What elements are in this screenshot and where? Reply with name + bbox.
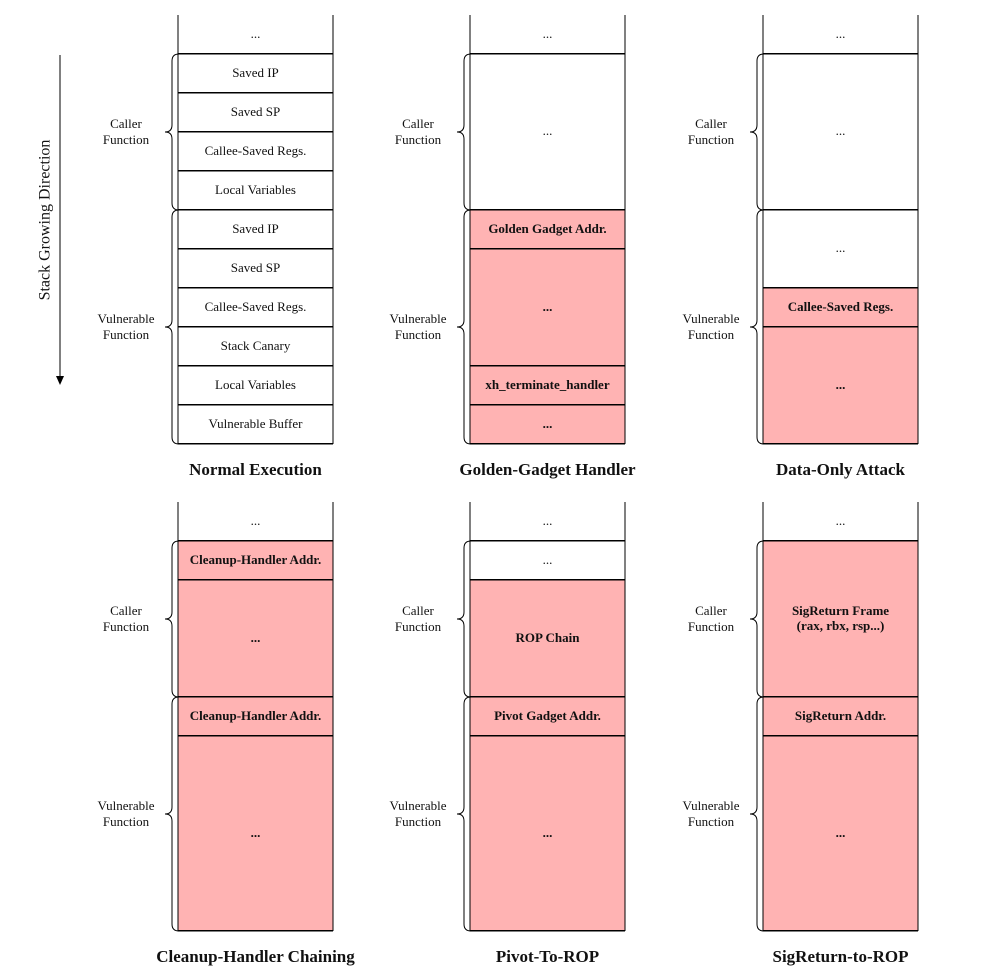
stack-cell: ... <box>763 736 918 931</box>
brace <box>165 697 179 931</box>
stack-cell: ... <box>470 736 625 931</box>
stack-cell: ... <box>763 210 918 288</box>
stack-cell: SigReturn Addr. <box>763 697 918 736</box>
caller-function-label: Caller Function <box>102 603 150 634</box>
stack-cell: Cleanup-Handler Addr. <box>178 541 333 580</box>
stack-cell: xh_terminate_handler <box>470 366 625 405</box>
stack-cell: Cleanup-Handler Addr. <box>178 697 333 736</box>
stack-cell: Stack Canary <box>178 327 333 366</box>
stack-cell: Callee-Saved Regs. <box>763 288 918 327</box>
stack-cell: Callee-Saved Regs. <box>178 288 333 327</box>
brace <box>457 210 471 444</box>
brace <box>457 54 471 210</box>
panel-title: Data-Only Attack <box>776 460 905 479</box>
brace <box>165 541 179 697</box>
stack-cell: Vulnerable Buffer <box>178 405 333 444</box>
caller-function-label: Caller Function <box>394 116 442 147</box>
stack-cell: SigReturn Frame (rax, rbx, rsp...) <box>763 541 918 697</box>
panel-title: Pivot-To-ROP <box>495 947 600 966</box>
brace <box>165 54 179 210</box>
stack-cell: ... <box>763 15 918 54</box>
stack-cell: Callee-Saved Regs. <box>178 132 333 171</box>
stack-cell: Golden Gadget Addr. <box>470 210 625 249</box>
caller-function-label: Caller Function <box>102 116 150 147</box>
stack-cell: ... <box>470 54 625 210</box>
brace <box>165 210 179 444</box>
panel-title: Cleanup-Handler Chaining <box>156 947 355 966</box>
brace <box>750 541 764 697</box>
panel-title: Golden-Gadget Handler <box>459 460 636 479</box>
vulnerable-function-label: Vulnerable Function <box>97 311 155 342</box>
stack-cell: ... <box>470 249 625 366</box>
panel-title: SigReturn-to-ROP <box>772 947 909 966</box>
stack-cell: Saved SP <box>178 93 333 132</box>
stack-cell: Saved IP <box>178 210 333 249</box>
stack-cell: ... <box>470 15 625 54</box>
brace <box>457 541 471 697</box>
caller-function-label: Caller Function <box>394 603 442 634</box>
stack-cell: Saved IP <box>178 54 333 93</box>
vulnerable-function-label: Vulnerable Function <box>682 798 740 829</box>
arrow-down-icon <box>56 376 64 385</box>
brace <box>750 54 764 210</box>
stack-cell: ... <box>763 327 918 444</box>
stack-direction-label: Stack Growing Direction <box>35 139 53 301</box>
stack-cell: Pivot Gadget Addr. <box>470 697 625 736</box>
panel-title: Normal Execution <box>189 460 322 479</box>
stack-cell: ... <box>178 580 333 697</box>
brace <box>457 697 471 931</box>
stack-cell: Saved SP <box>178 249 333 288</box>
vulnerable-function-label: Vulnerable Function <box>97 798 155 829</box>
stack-cell: ... <box>470 502 625 541</box>
stack-cell: Local Variables <box>178 366 333 405</box>
vulnerable-function-label: Vulnerable Function <box>389 311 447 342</box>
vulnerable-function-label: Vulnerable Function <box>389 798 447 829</box>
brace <box>750 697 764 931</box>
stack-cell: ROP Chain <box>470 580 625 697</box>
caller-function-label: Caller Function <box>687 603 735 634</box>
caller-function-label: Caller Function <box>687 116 735 147</box>
stack-cell: ... <box>763 54 918 210</box>
stack-cell: ... <box>178 502 333 541</box>
stack-cell: ... <box>470 405 625 444</box>
stack-cell: ... <box>763 502 918 541</box>
vulnerable-function-label: Vulnerable Function <box>682 311 740 342</box>
stack-cell: ... <box>470 541 625 580</box>
stack-cell: Local Variables <box>178 171 333 210</box>
stack-cell: ... <box>178 736 333 931</box>
stack-cell: ... <box>178 15 333 54</box>
brace <box>750 210 764 444</box>
